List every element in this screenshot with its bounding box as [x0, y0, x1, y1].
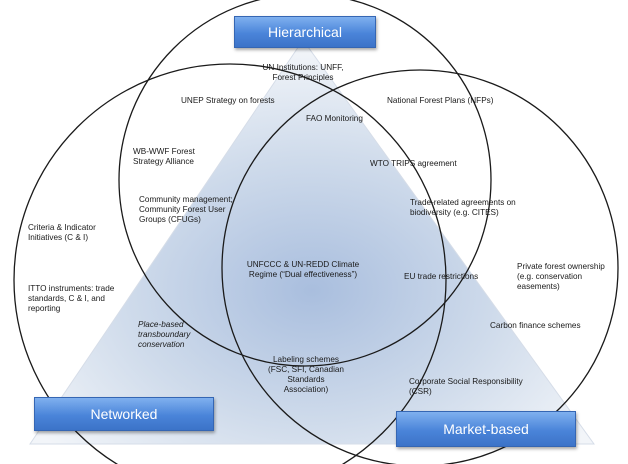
place-based-label: Place-based transboundary conservation — [138, 320, 191, 349]
unfccc-label: UNFCCC & UN-REDD Climate Regime (“Dual effectiveness”) — [246, 260, 360, 279]
wb-wwf-label: WB-WWF Forest Strategy Alliance — [133, 147, 195, 166]
trade-related-label: Trade-related agreements on biodiversity (e.g. CITES) — [410, 198, 516, 217]
itto-label: ITTO instruments: trade standards, C & I, and reporting — [28, 284, 115, 313]
private-forest-label: Private forest ownership (e.g. conservation easements) — [517, 262, 605, 291]
community-management-label: Community management; Community Forest User Groups (CFUGs) — [139, 195, 233, 224]
networked-box: Networked — [34, 397, 214, 431]
labeling-schemes-label: Labeling schemes (FSC, SFI, Canadian Standards Association) — [268, 355, 344, 394]
national-forest-plans-label: National Forest Plans (NFPs) — [387, 96, 494, 105]
market-based-box: Market-based — [396, 411, 576, 447]
criteria-indicator-label: Criteria & Indicator Initiatives (C & I) — [28, 223, 96, 242]
unep-strategy-label: UNEP Strategy on forests — [181, 96, 275, 105]
csr-label: Corporate Social Responsibility (CSR) — [409, 377, 523, 396]
un-institutions-label: UN Institutions: UNFF, Forest Principles — [262, 63, 344, 82]
wto-trips-label: WTO TRIPS agreement — [370, 159, 457, 168]
hierarchical-box: Hierarchical — [234, 16, 376, 48]
eu-trade-label: EU trade restrictions — [404, 272, 479, 281]
carbon-finance-label: Carbon finance schemes — [490, 321, 581, 330]
fao-monitoring-label: FAO Monitoring — [306, 114, 363, 123]
